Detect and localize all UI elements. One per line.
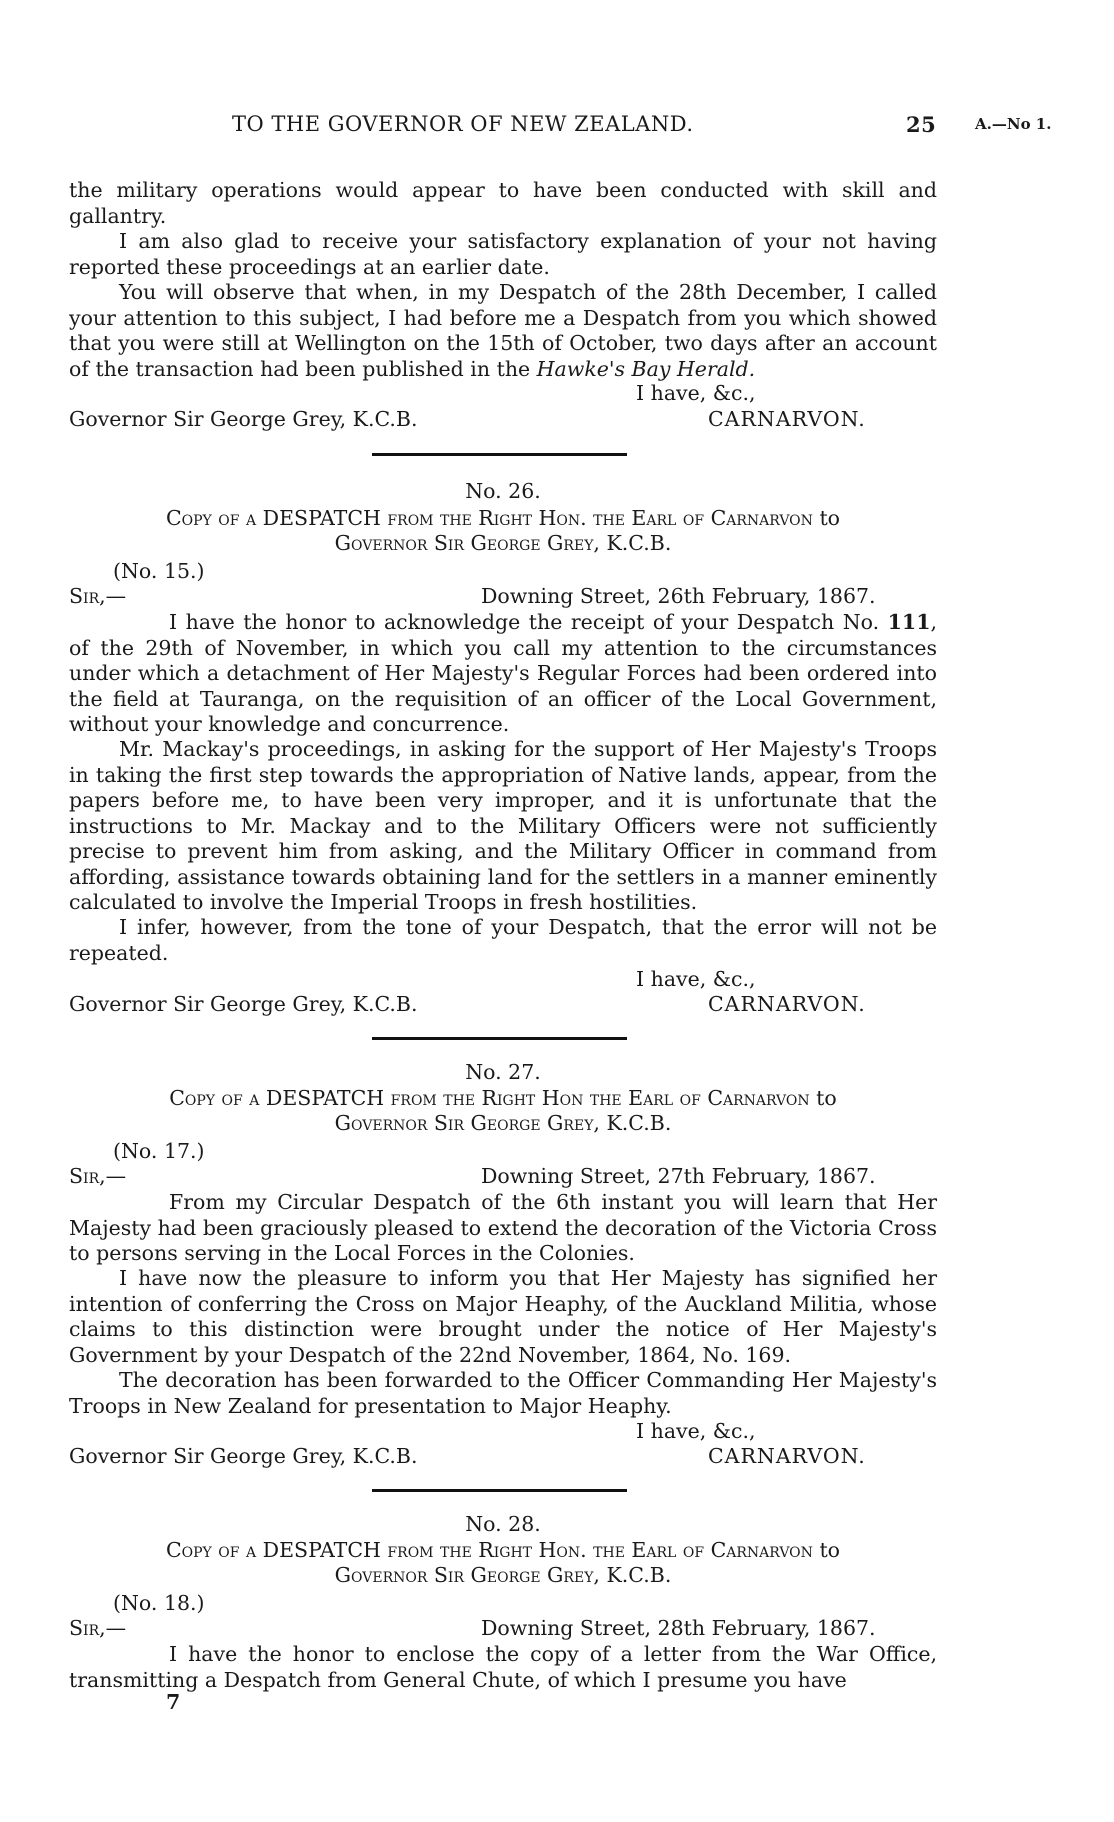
sheet-reference: A.—No 1. bbox=[975, 115, 1052, 133]
despatch-reference: (No. 18.) bbox=[113, 1591, 205, 1615]
paragraph-text: Mr. Mackay's proceedings, in asking for the support of Her Majesty's Troops in taking the first step towards the appropriation of Native lands, appear, from the papers before me, to have been very improper, and it is unfortunate that the instructions to Mr. Mackay and to the Military Officers were not sufficiently precise to prevent him from asking, and the Military Officer in command from affording, assistance towards obtaining land for the settlers in a manner eminently calculated to involve the Imperial Troops in fresh hostilities. bbox=[69, 737, 937, 914]
place-date: Downing Street, 26th February, 1867. bbox=[481, 584, 876, 608]
paragraph bbox=[69, 178, 937, 229]
paragraph-text: You will observe that when, in my Despatch of the 28th December, I called your attention to this subject, I had before me a Despatch from you which showed that you were still at Wellington on the 15th of October, two days after an account of the transaction had been published in the bbox=[69, 280, 937, 381]
paragraph-text: The decoration has been forwarded to the Officer Commanding Her Majesty's Troops in New Zealand for presentation to Major Heaphy. bbox=[69, 1368, 937, 1418]
earl-name: Carnarvon bbox=[707, 1086, 810, 1110]
despatch-reference: (No. 15.) bbox=[113, 559, 205, 583]
despatch-title-line2: Governor Sir George Grey, K.C.B. bbox=[334, 1111, 672, 1135]
despatch-title-line2: Governor Sir George Grey, K.C.B. bbox=[334, 531, 672, 555]
despatch-number: No. 28. bbox=[465, 1512, 541, 1536]
paragraph bbox=[69, 915, 937, 966]
salutation: Sir,— bbox=[69, 1164, 127, 1188]
closing: I have, &c., bbox=[636, 381, 756, 405]
despatch-number: No. 27. bbox=[465, 1060, 541, 1084]
page-number: 25 bbox=[906, 112, 937, 137]
section-rule bbox=[372, 1489, 627, 1492]
despatch-title: Copy of a DESPATCH from the Right Hon. the Earl of Carnarvon to bbox=[165, 506, 841, 530]
despatch-title: Copy of a DESPATCH from the Right Hon the Earl of Carnarvon to bbox=[169, 1086, 837, 1110]
addressee: Governor Sir George Grey, K.C.B. bbox=[69, 407, 418, 431]
paragraph bbox=[69, 1266, 937, 1368]
newspaper-name: Hawke's Bay Herald. bbox=[536, 356, 756, 381]
signature: CARNARVON. bbox=[708, 407, 866, 431]
section-rule bbox=[372, 453, 627, 456]
salutation: Sir,— bbox=[69, 1616, 127, 1640]
signature-mark: 7 bbox=[166, 1690, 181, 1714]
place-date: Downing Street, 28th February, 1867. bbox=[481, 1616, 876, 1640]
paragraph-text: I have the honor to enclose the copy of a letter from the War Office, transmitting a Despatch from General Chute, of which I presume you have bbox=[69, 1642, 937, 1692]
signature: CARNARVON. bbox=[708, 992, 866, 1016]
place-date: Downing Street, 27th February, 1867. bbox=[481, 1164, 876, 1188]
despatch-reference: (No. 17.) bbox=[113, 1139, 205, 1163]
salutation: Sir,— bbox=[69, 584, 127, 608]
closing: I have, &c., bbox=[636, 1419, 756, 1443]
earl-name: Carnarvon bbox=[710, 1538, 813, 1562]
paragraph bbox=[69, 1190, 937, 1267]
paragraph-text: From my Circular Despatch of the 6th instant you will learn that Her Majesty had been graciously pleased to extend the decoration of the Victoria Cross to persons serving in the Local Forces in the Colonies. bbox=[69, 1190, 937, 1265]
paragraph-text: I infer, however, from the tone of your Despatch, that the error will not be repeated. bbox=[69, 915, 937, 965]
paragraph-text: I have now the pleasure to inform you that Her Majesty has signified her intention of conferring the Cross on Major Heaphy, of the Auckland Militia, whose claims to this distinction were brought under the notice of Her Majesty's Government by your Despatch of the 22nd November, 1864, No. 169. bbox=[69, 1266, 937, 1367]
despatch-number: No. 26. bbox=[465, 479, 541, 503]
paragraph-text: the military operations would appear to have been conducted with skill and gallantry. bbox=[69, 178, 937, 228]
signature: CARNARVON. bbox=[708, 1444, 866, 1468]
closing: I have, &c., bbox=[636, 967, 756, 991]
paragraph: I have the honor to acknowledge the receipt of your Despatch No. 111, of the 29th of November, in which you call my attention to the circumstances under which a detachment of Her Majesty's Regular Forces had been ordered into the field at Tauranga, on the requisition of an officer of the Local Government, without your knowledge and concurrence. bbox=[69, 610, 937, 736]
addressee: Governor Sir George Grey, K.C.B. bbox=[69, 992, 418, 1016]
paragraph bbox=[69, 737, 937, 916]
addressee: Governor Sir George Grey, K.C.B. bbox=[69, 1444, 418, 1468]
paragraph bbox=[69, 1642, 937, 1693]
despatch-title-line2: Governor Sir George Grey, K.C.B. bbox=[334, 1563, 672, 1587]
despatch-title: Copy of a DESPATCH from the Right Hon. the Earl of Carnarvon to bbox=[165, 1538, 841, 1562]
section-rule bbox=[372, 1037, 627, 1040]
paragraph bbox=[69, 1368, 937, 1419]
paragraph bbox=[69, 280, 937, 382]
despatch-ref-number: 111 bbox=[887, 610, 931, 634]
running-title: TO THE GOVERNOR OF NEW ZEALAND. bbox=[232, 112, 694, 136]
paragraph-text: I am also glad to receive your satisfactory explanation of your not having reported these proceedings at an earlier date. bbox=[69, 229, 937, 279]
earl-name: Carnarvon bbox=[710, 506, 813, 530]
paragraph bbox=[69, 229, 937, 280]
